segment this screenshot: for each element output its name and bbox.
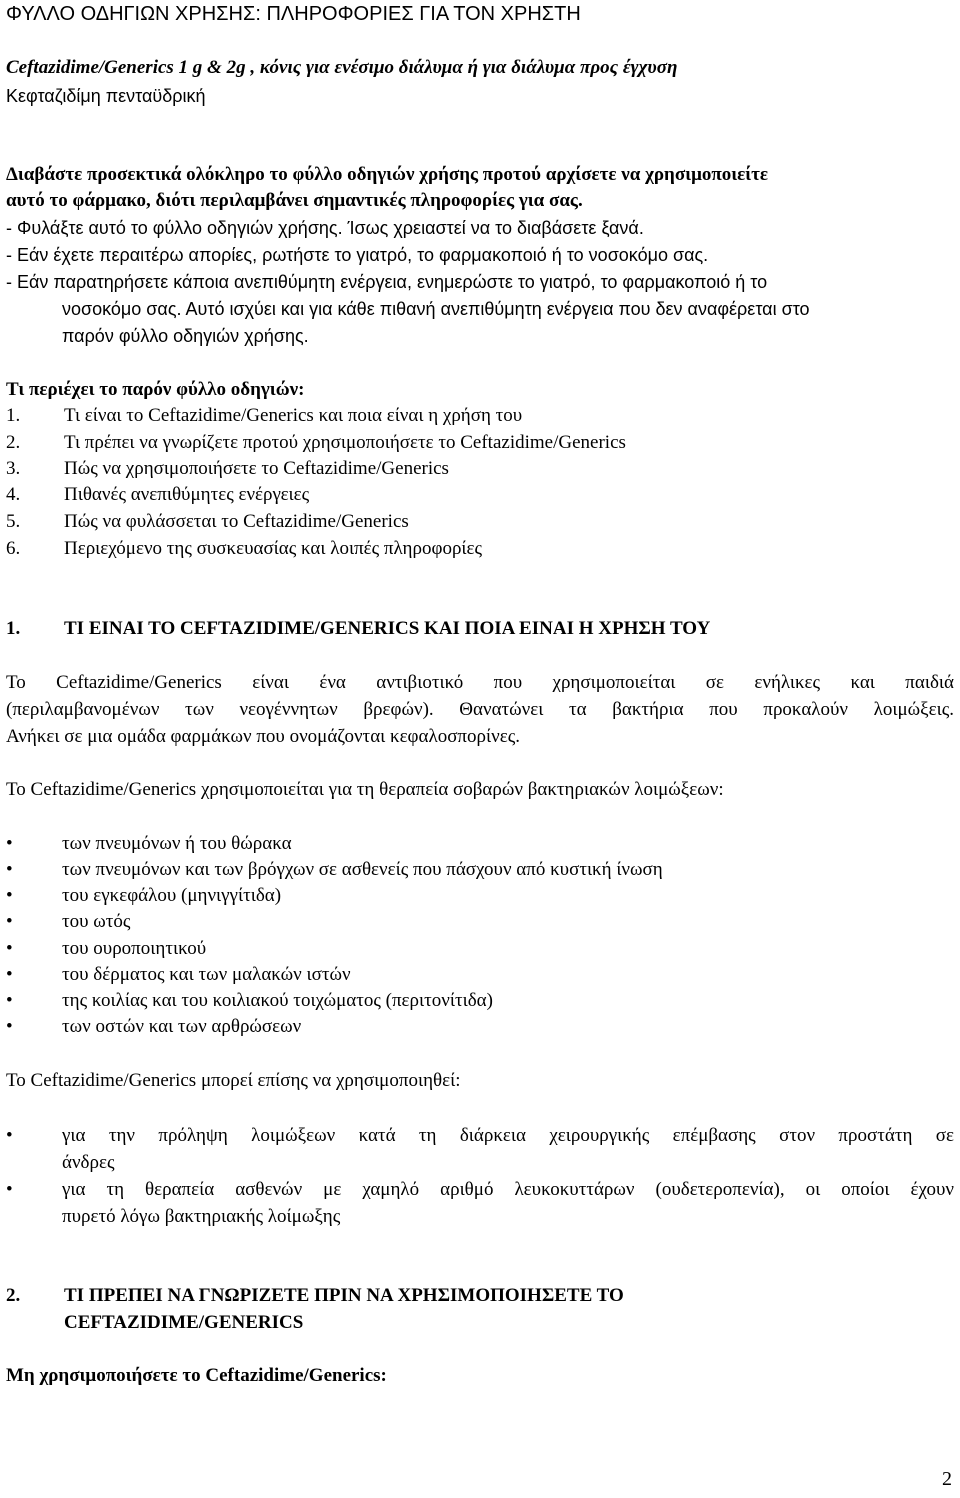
- section-1-para-line: (περιλαμβανομένων των νεογέννητων βρεφών). Θανατώνει τα βακτήρια που προκαλούν λοιμώξεις.: [6, 699, 954, 720]
- contents-item: Τι είναι το Ceftazidime/Generics και ποια είναι η χρήση του: [64, 405, 523, 426]
- contents-item: Πώς να χρησιμοποιήσετε το Ceftazidime/Generics: [64, 458, 449, 479]
- section-1-para-line: Ανήκει σε μια ομάδα φαρμάκων που ονομάζονται κεφαλοσπορίνες.: [6, 726, 520, 747]
- contents-heading: Τι περιέχει το παρόν φύλλο οδηγιών:: [6, 379, 305, 400]
- section-1-title: ΤΙ ΕΙΝΑΙ ΤΟ CEFTAZIDIME/GENERICS ΚΑΙ ΠΟΙΑ ΕΙΝΑΙ Η ΧΡΗΣΗ ΤΟΥ: [64, 618, 711, 639]
- contents-item: Πιθανές ανεπιθύμητες ενέργειες: [64, 484, 310, 505]
- section-1-number: 1.: [6, 618, 21, 639]
- use-item-line: για τη θεραπεία ασθενών με χαμηλό αριθμό λευκοκυττάρων (ουδετεροπενία), οι οποίοι έχουν: [62, 1179, 954, 1200]
- document-title: ΦΥΛΛΟ ΟΔΗΓΙΩΝ ΧΡΗΣΗΣ: ΠΛΗΡΟΦΟΡΙΕΣ ΓΙΑ ΤΟΝ ΧΡΗΣΤΗ: [6, 3, 581, 25]
- section-1-para-2: Το Ceftazidime/Generics χρησιμοποιείται για τη θεραπεία σοβαρών βακτηριακών λοιμώξεων:: [6, 779, 724, 800]
- page-number: 2: [942, 1468, 952, 1490]
- section-2-title: ΤΙ ΠΡΕΠΕΙ ΝΑ ΓΝΩΡΙΖΕΤΕ ΠΡΙΝ ΝΑ ΧΡΗΣΙΜΟΠΟΙΗΣΕΤΕ ΤΟ: [64, 1285, 624, 1306]
- bullet-icon: •: [6, 990, 13, 1011]
- contents-num: 2.: [6, 432, 21, 453]
- infection-item: του εγκεφάλου (μηνιγγίτιδα): [62, 885, 282, 906]
- infection-item: του ουροποιητικού: [62, 938, 207, 959]
- bullet-icon: •: [6, 833, 13, 854]
- active-substance: Κεφταζιδίμη πενταϋδρική: [6, 86, 206, 106]
- section-1-para-3: Το Ceftazidime/Generics μπορεί επίσης να χρησιμοποιηθεί:: [6, 1070, 461, 1091]
- bullet-icon: •: [6, 1179, 13, 1200]
- contents-num: 3.: [6, 458, 21, 479]
- section-2-title-cont: CEFTAZIDIME/GENERICS: [64, 1312, 304, 1333]
- contents-num: 5.: [6, 511, 21, 532]
- bullet-icon: •: [6, 1016, 13, 1037]
- infection-item: των πνευμόνων και των βρόγχων σε ασθενείς που πάσχουν από κυστική ίνωση: [62, 859, 663, 880]
- warning-item: - Εάν έχετε περαιτέρω απορίες, ρωτήστε το γιατρό, το φαρμακοποιό ή το νοσοκόμο σας.: [6, 245, 709, 265]
- warning-item-continued: νοσοκόμο σας. Αυτό ισχύει και για κάθε πιθανή ανεπιθύμητη ενέργεια που δεν αναφέρεται στο: [62, 299, 810, 319]
- warning-line-2: αυτό το φάρμακο, διότι περιλαμβάνει σημαντικές πληροφορίες για σας.: [6, 190, 583, 211]
- contents-num: 4.: [6, 484, 21, 505]
- warning-item: - Εάν παρατηρήσετε κάποια ανεπιθύμητη ενέργεια, ενημερώστε το γιατρό, το φαρμακοποιό ή το: [6, 272, 768, 292]
- warning-item: - Φυλάξτε αυτό το φύλλο οδηγιών χρήσης. Ίσως χρειαστεί να το διαβάσετε ξανά.: [6, 218, 644, 238]
- use-item-line: για την πρόληψη λοιμώξεων κατά τη διάρκεια χειρουργικής επέμβασης στον προστάτη σε: [62, 1125, 954, 1146]
- bullet-icon: •: [6, 911, 13, 932]
- bullet-icon: •: [6, 964, 13, 985]
- section-2-subheading: Μη χρησιμοποιήσετε το Ceftazidime/Generics:: [6, 1365, 387, 1386]
- use-item-line: άνδρες: [62, 1152, 115, 1173]
- warning-line-1: Διαβάστε προσεκτικά ολόκληρο το φύλλο οδηγιών χρήσης προτού αρχίσετε να χρησιμοποιείτε: [6, 164, 769, 185]
- product-name: Ceftazidime/Generics 1 g & 2g , κόνις για ενέσιμο διάλυμα ή για διάλυμα προς έγχυση: [6, 57, 678, 78]
- infection-item: των οστών και των αρθρώσεων: [62, 1016, 302, 1037]
- contents-num: 1.: [6, 405, 21, 426]
- infection-item: των πνευμόνων ή του θώρακα: [62, 833, 292, 854]
- use-item-line: πυρετό λόγω βακτηριακής λοίμωξης: [62, 1206, 341, 1227]
- infection-item: της κοιλίας και του κοιλιακού τοιχώματος (περιτονίτιδα): [62, 990, 493, 1011]
- bullet-icon: •: [6, 938, 13, 959]
- contents-item: Πώς να φυλάσσεται το Ceftazidime/Generics: [64, 511, 409, 532]
- bullet-icon: •: [6, 859, 13, 880]
- section-1-para-line: Το Ceftazidime/Generics είναι ένα αντιβιοτικό που χρησιμοποιείται σε ενήλικες και παιδιά: [6, 672, 954, 693]
- warning-item-continued: παρόν φύλλο οδηγιών χρήσης.: [62, 326, 309, 346]
- contents-item: Τι πρέπει να γνωρίζετε προτού χρησιμοποιήσετε το Ceftazidime/Generics: [64, 432, 626, 453]
- section-2-number: 2.: [6, 1285, 21, 1306]
- contents-num: 6.: [6, 538, 21, 559]
- infection-item: του ωτός: [62, 911, 131, 932]
- contents-item: Περιεχόμενο της συσκευασίας και λοιπές πληροφορίες: [64, 538, 483, 559]
- bullet-icon: •: [6, 885, 13, 906]
- infection-item: του δέρματος και των μαλακών ιστών: [62, 964, 351, 985]
- bullet-icon: •: [6, 1125, 13, 1146]
